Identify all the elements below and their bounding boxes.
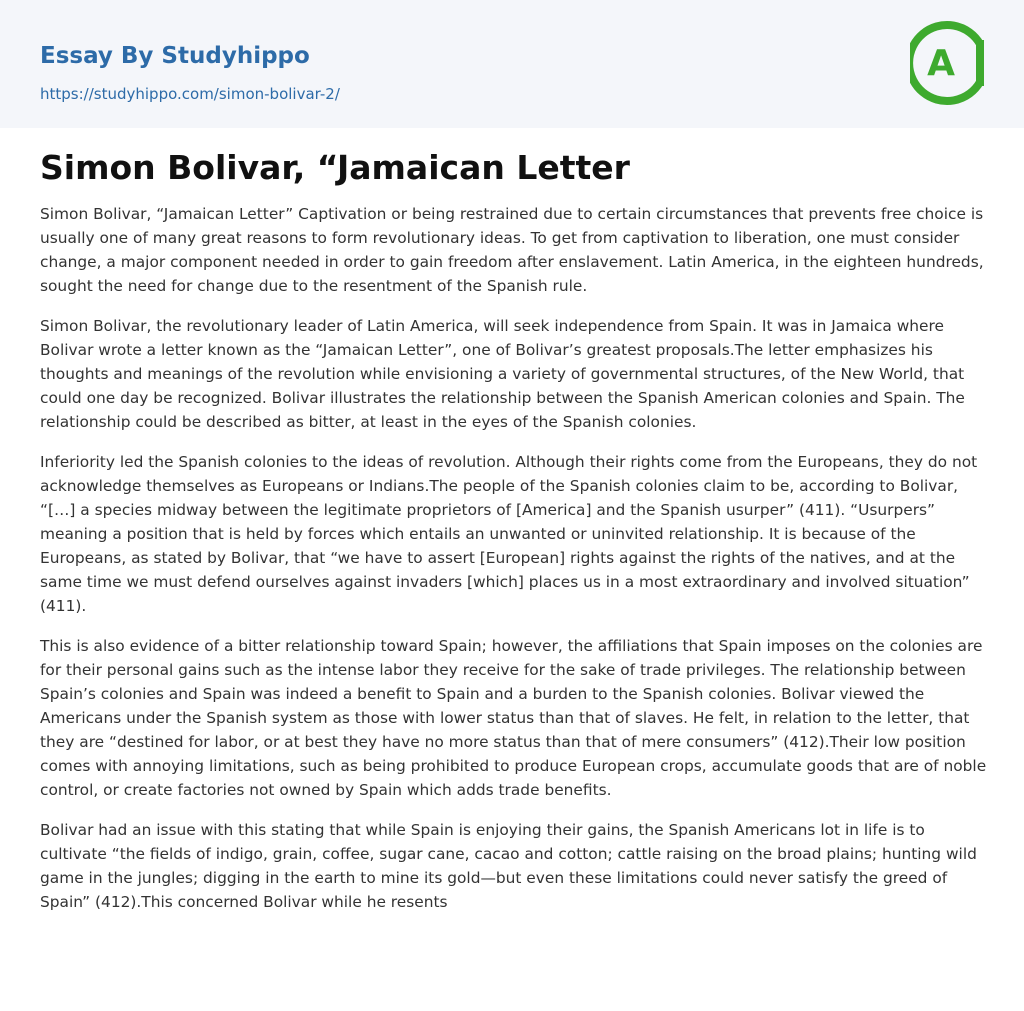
brand-title[interactable]: Essay By Studyhippo — [40, 43, 310, 69]
article-paragraph-5: Bolivar had an issue with this stating that while Spain is enjoying their gains, the Spanish Americans lot in life is to cultivate “the fields of indigo, grain, coffee, sugar cane, cacao and cotton; cattle raising on the broad plains; hunting wild game in the jungles; digging in the earth to mine its gold—but even these limitations could never satisfy the greed of Spain” (412).This concerned Bolivar while he resents — [40, 821, 977, 911]
article-paragraph-3: Inferiority led the Spanish colonies to the ideas of revolution. Although their rights come from the Europeans, they do not acknowledge themselves as Europeans or Indians.The people of the Spanish colonies claim to be, according to Bolivar, “[…] a species midway between the legitimate proprietors of [America] and the Spanish usurper” (411). “Usurpers” meaning a position that is held by forces which entails an unwanted or uninvited relationship. It is because of the Europeans, as stated by Bolivar, that “we have to assert [European] rights against the rights of the natives, and at the same time we must defend ourselves against invaders [which] places us in a most extraordinary and involved situation” (411). — [40, 453, 978, 615]
article-paragraph-2: Simon Bolivar, the revolutionary leader of Latin America, will seek independence from Spain. It was in Jamaica where Bolivar wrote a letter known as the “Jamaican Letter”, one of Bolivar’s greatest proposals.The letter emphasizes his thoughts and meanings of the revolution while envisioning a variety of governmental structures, of the New World, that could one day be recognized. Bolivar illustrates the relationship between the Spanish American colonies and Spain. The relationship could be described as bitter, at least in the eyes of the Spanish colonies. — [40, 317, 965, 431]
studyhippo-logo-icon[interactable] — [910, 18, 990, 108]
site-header — [0, 0, 1024, 128]
source-url-link[interactable]: https://studyhippo.com/simon-bolivar-2/ — [40, 85, 340, 103]
article-title: Simon Bolivar, “Jamaican Letter — [40, 148, 630, 187]
article-paragraph-1: Simon Bolivar, “Jamaican Letter” Captivation or being restrained due to certain circumstances that prevents free choice is usually one of many great reasons to form revolutionary ideas. To get from captivation to liberation, one must consider change, a major component needed in order to gain freedom after enslavement. Latin America, in the eighteen hundreds, sought the need for change due to the resentment of the Spanish rule. — [40, 205, 984, 295]
logo-letter: A — [927, 43, 955, 84]
article — [40, 142, 988, 930]
article-paragraph-4: This is also evidence of a bitter relationship toward Spain; however, the affiliations that Spain imposes on the colonies are for their personal gains such as the intense labor they receive for the sake of trade privileges. The relationship between Spain’s colonies and Spain was indeed a benefit to Spain and a burden to the Spanish colonies. Bolivar viewed the Americans under the Spanish system as those with lower status than that of slaves. He felt, in relation to the letter, that they are “destined for labor, or at best they have no more status than that of mere consumers” (412).Their low position comes with annoying limitations, such as being prohibited to produce European crops, accumulate goods that are of noble control, or create factories not owned by Spain which adds trade benefits. — [40, 637, 987, 799]
